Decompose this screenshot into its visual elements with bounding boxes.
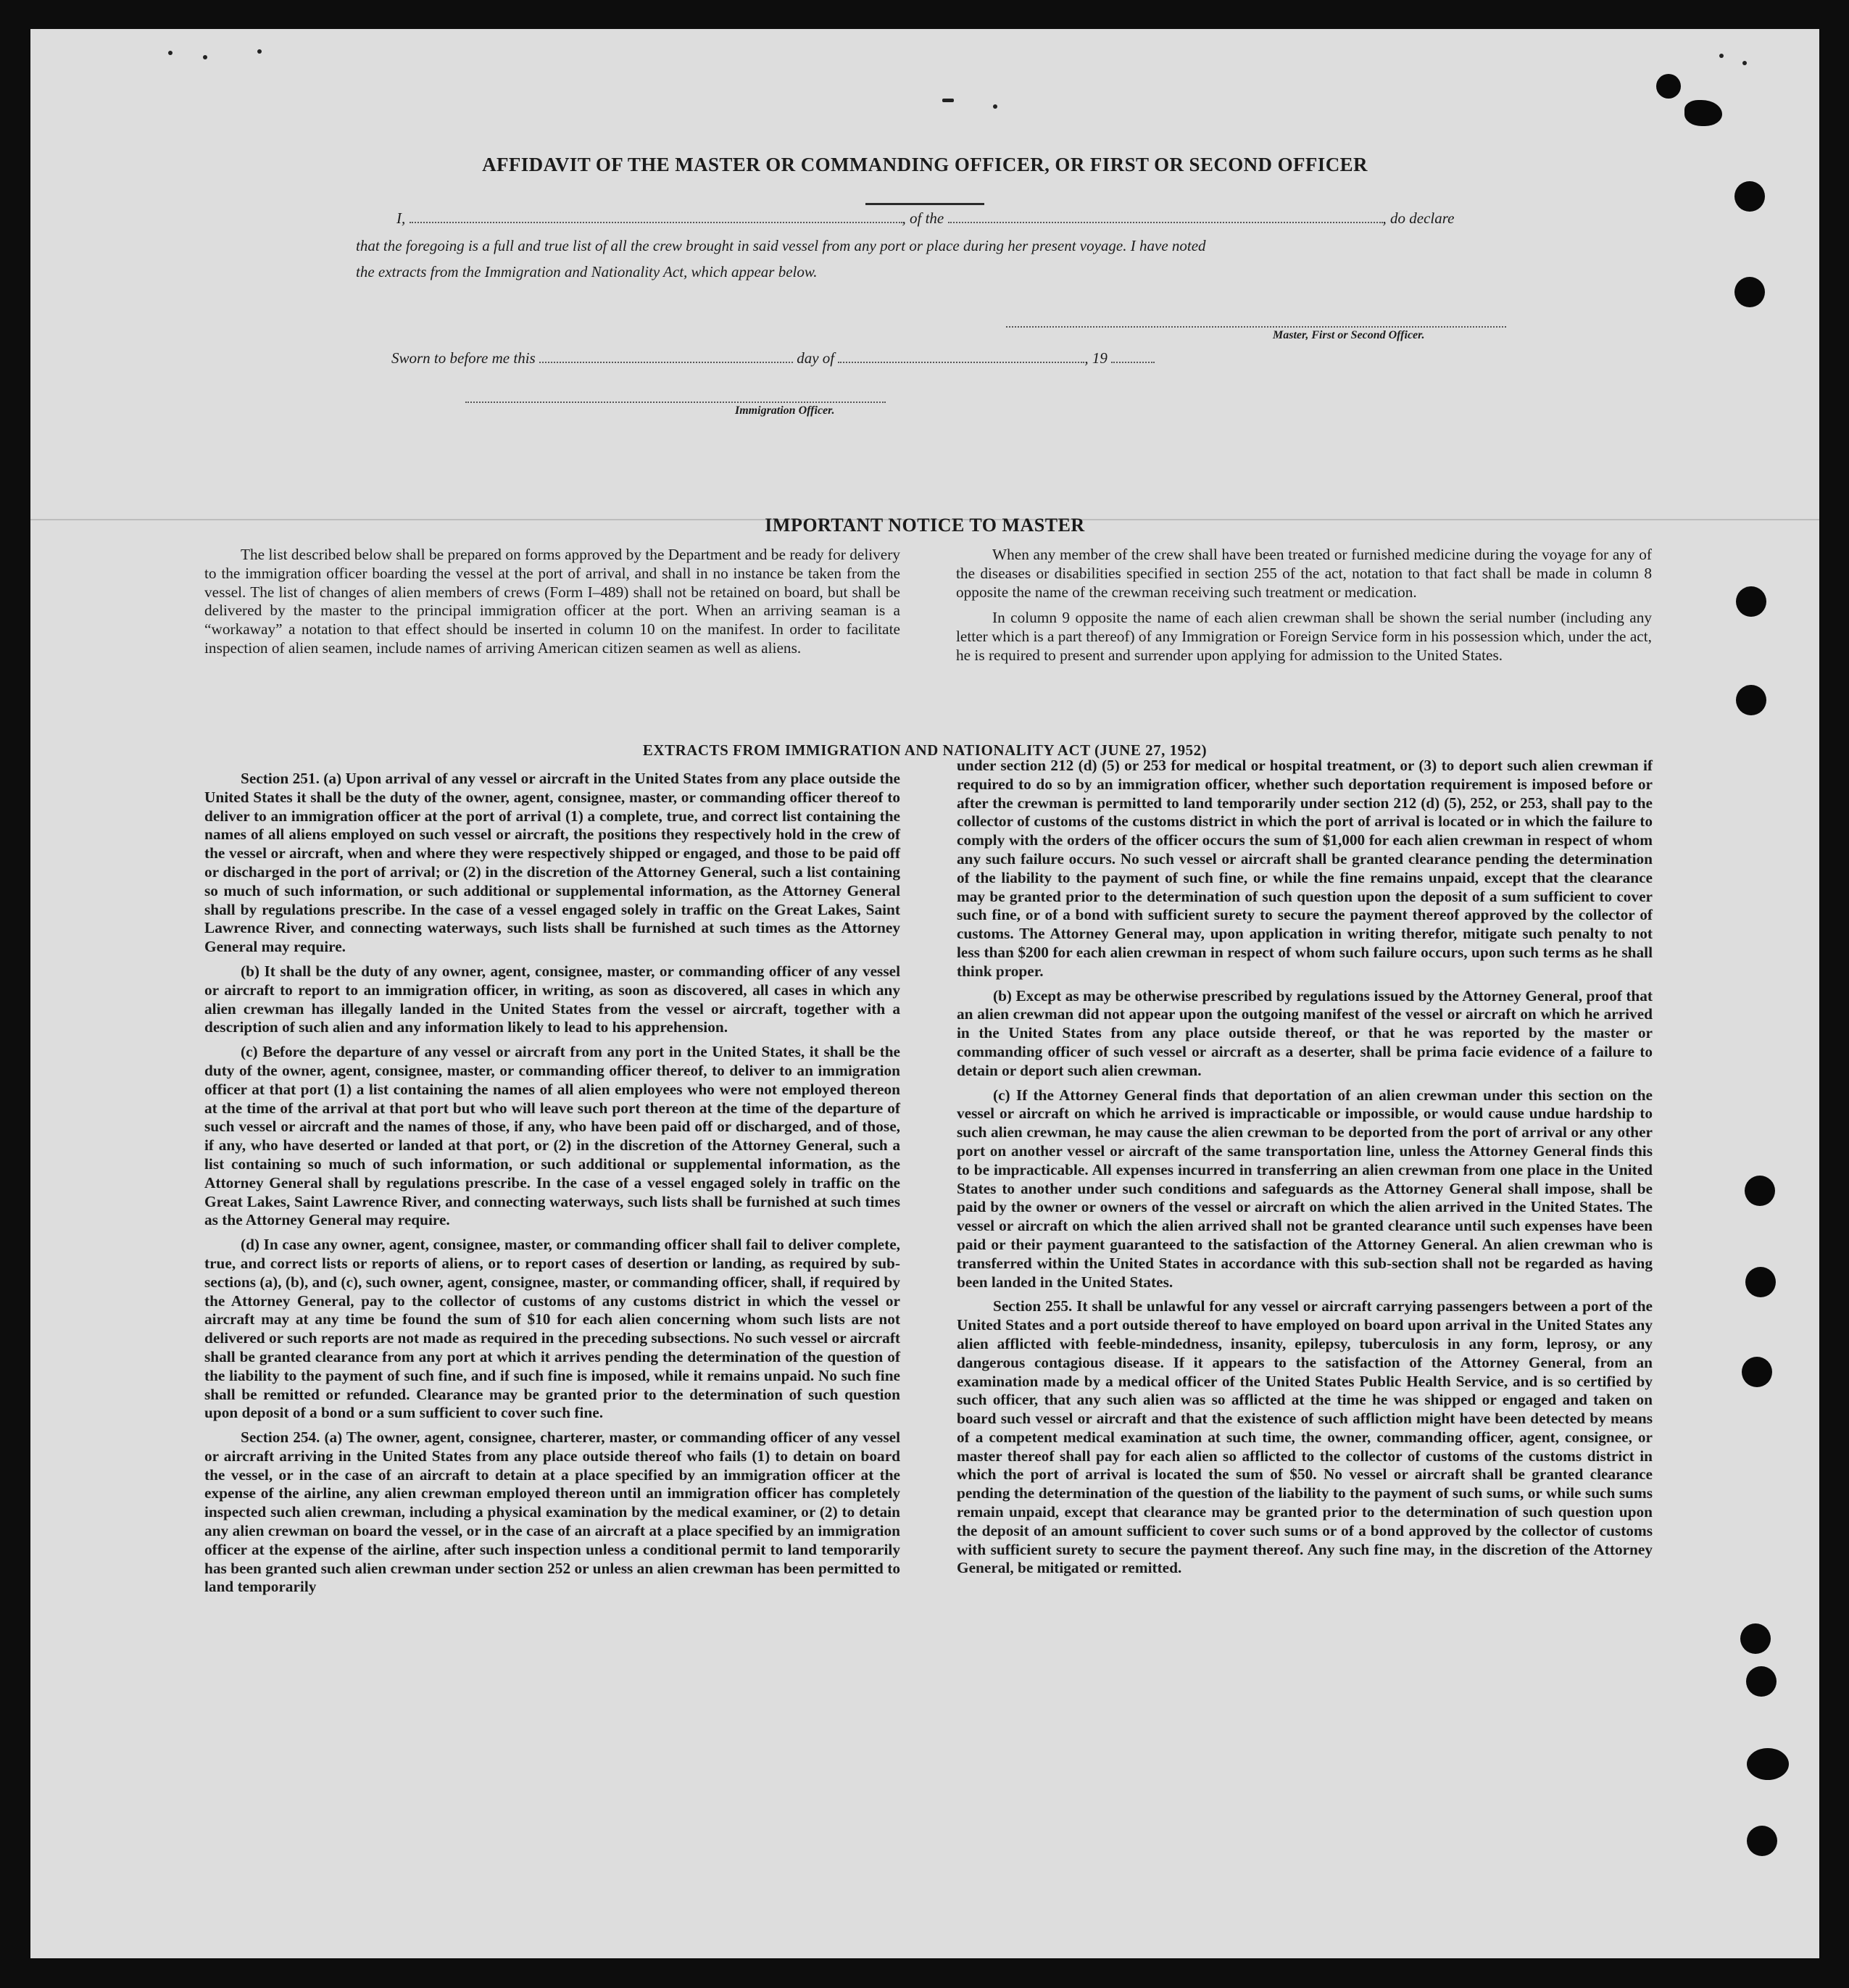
- master-signature-line[interactable]: [1006, 326, 1506, 328]
- punch-hole: [1747, 1826, 1777, 1856]
- extracts-title: EXTRACTS FROM IMMIGRATION AND NATIONALITY ACT (JUNE 27, 1952): [642, 741, 1208, 759]
- year-prefix: , 19: [1084, 349, 1108, 367]
- scan-speck: [203, 55, 207, 59]
- day-of-label: day of: [797, 349, 835, 367]
- section-254-a-continued: under section 212 (d) (5) or 253 for medical or hospital treatment, or (3) to deport such alien crewman if required to do so by an immigration officer, whether such deportation requirement is imposed before or after the crewman is permitted to land temporarily under section 212 (d) (5), 252, or 253, shall pay to the collector of customs of the customs district in which the port of arrival is located or in which the failure to comply with the orders of the officer occurs the sum of $1,000 for each alien crewman in respect of whom any such failure occurs. No such vessel or aircraft shall be granted clearance pending the determination of the liability to the payment of such fine, or while the fine remains unpaid, except that the clearance may be granted prior to the determination of such question upon the deposit of a sum sufficient to cover such fine, or of a bond with sufficient surety to secure the payment thereof approved by the collector of customs. The Attorney General may, upon application in writing therefor, mitigate such penalty to not less than $200 for each alien crewman in respect of whom such failure occurs, upon such terms as he shall think proper.: [957, 757, 1653, 980]
- sworn-label: Sworn to before me this: [391, 349, 536, 367]
- section-251-a: Section 251. (a) Upon arrival of any vessel or aircraft in the United States from any place outside the United States it shall be the duty of the owner, agent, consignee, master, or commanding officer thereof to deliver to an immigration officer at the port of arrival (1) a complete, true, and correct list containing the names of all aliens employed on such vessel or aircraft, the positions they respectively hold in the crew of the vessel or aircraft, when and where they were respectively shipped or engaged, and those to be paid off or discharged in the port of arrival; or (2) in the discretion of the Attorney General, such a list containing so much of such information, or such additional or supplemental information, as the Attorney General shall by regulations prescribe. In the case of a vessel engaged solely in traffic on the Great Lakes, Saint Lawrence River, and connecting waterways, such lists shall be furnished at such times as the Attorney General may require.: [204, 770, 900, 956]
- title-underline: [865, 203, 984, 205]
- declaration-text-2: that the foregoing is a full and true list of all the crew brought in said vessel from any port or place during her present voyage. I have noted: [356, 237, 1206, 254]
- scan-speck: [1742, 61, 1747, 65]
- sworn-date-field[interactable]: [539, 349, 793, 363]
- sworn-month-field[interactable]: [838, 349, 1084, 363]
- extracts-right-column: [957, 757, 1653, 1578]
- punch-hole: [1745, 1267, 1776, 1297]
- punch-hole: [1734, 181, 1765, 212]
- of-the-label: , of the: [902, 209, 944, 227]
- notice-left-column: [204, 546, 900, 658]
- notice-left-paragraph: The list described below shall be prepared on forms approved by the Department and be ready for delivery to the immigration officer boarding the vessel at the port of arrival, and shall in no instance be taken from the vessel. The list of changes of alien members of crews (Form I–489) shall not be retained on board, but shall be delivered by the master to the principal immigration officer at the port. When an arriving seaman is a “workaway” a notation to that effect should be inserted in column 10 on the manifest. In order to facilitate inspection of alien seamen, include names of arriving American citizen seamen as well as aliens.: [204, 546, 900, 657]
- punch-hole: [1746, 1666, 1777, 1697]
- punch-hole: [1736, 685, 1766, 715]
- punch-hole: [1740, 1623, 1771, 1654]
- section-251-d: (d) In case any owner, agent, consignee, master, or commanding officer shall fail to deliver complete, true, and correct lists or reports of aliens, or to report cases of desertion or landing, as required by sub-sections (a), (b), and (c), such owner, agent, consignee, master, or commanding officer, shall, if required by the Attorney General, pay to the collector of customs of any customs district in which the vessel or aircraft may at any time be found the sum of $10 for each alien concerning whom such lists are not delivered or such reports are not made as required in the preceding subsections. No such vessel or aircraft shall be granted clearance from any port at which it arrives pending the determination of the question of the liability to the payment of such fine, and if such fine is imposed, while it remains unpaid. No such fine shall be remitted or refunded. Clearance may be granted prior to the determination of such question upon deposit of a bond or a sum sufficient to cover such fine.: [204, 1236, 900, 1422]
- punch-hole: [1734, 277, 1765, 307]
- extracts-left-column: [204, 770, 900, 1597]
- section-251-c: (c) Before the departure of any vessel or aircraft from any port in the United States, it shall be the duty of the owner, agent, consignee, master, or commanding officer thereof, to deliver to an immigration officer at that port (1) a list containing the names of all alien employees who were not employed thereon at the time of the arrival at that port but who will leave such port thereon at the time of the departure of such vessel or aircraft and the names of those, if any, who have been paid off or discharged, and of those, if any, who have deserted or landed at that port, or (2) in the discretion of the Attorney General, such a list containing so much of such information, or such additional or supplemental information, as the Attorney General shall by regulations prescribe. In the case of a vessel engaged solely in traffic on the Great Lakes, Saint Lawrence River, and connecting waterways, such lists shall be furnished at such times as the Attorney General may require.: [204, 1043, 900, 1229]
- section-254-a: Section 254. (a) The owner, agent, consignee, charterer, master, or commanding officer of any vessel or aircraft arriving in the United States from any place outside thereof who fails (1) to detain on board the vessel, or in the case of an aircraft to detain at a place specified by an immigration officer at the expense of the airline, any alien crewman employed thereon until an immigration officer has completely inspected such alien crewman, including a physical examination by the medical examiner, or (2) to detain any alien crewman on board the vessel, or in the case of an aircraft at a place specified by an immigration officer at the expense of the airline, after such inspection unless a conditional permit to land temporarily has been granted such alien crewman under section 252 or unless an alien crewman has been permitted to land temporarily: [204, 1428, 900, 1596]
- declaration-line: [396, 209, 1454, 228]
- punch-hole: [1736, 586, 1766, 617]
- section-254-b: (b) Except as may be otherwise prescribed by regulations issued by the Attorney General, proof that an alien crewman did not appear upon the outgoing manifest of the vessel or aircraft on which he arrived in the United States from any place outside thereof, or that he was reported by the master or commanding officer of such vessel or aircraft as a deserter, shall be prima facie evidence of a failure to detain or deport such alien crewman.: [957, 986, 1653, 1079]
- scan-speck: [257, 49, 262, 54]
- section-251-b: (b) It shall be the duty of any owner, agent, consignee, master, or commanding officer of any vessel or aircraft to report to an immigration officer, in writing, as soon as discovered, all cases in which any alien crewman has illegally landed in the United States from the vessel or aircraft, together with a description of such alien and any information likely to lead to his apprehension.: [204, 962, 900, 1036]
- scan-speck: [942, 99, 954, 102]
- punch-hole: [1745, 1176, 1775, 1206]
- notice-right-paragraph-1: When any member of the crew shall have been treated or furnished medicine during the voyage for any of the diseases or disabilities specified in section 255 of the act, notation to that fact shall be made in column 8 opposite the name of the crewman receiving such treatment or medication.: [956, 546, 1652, 601]
- punch-hole: [1747, 1748, 1789, 1780]
- sworn-year-field[interactable]: [1111, 349, 1155, 363]
- scan-speck: [168, 51, 173, 55]
- document-page: [30, 29, 1819, 1958]
- notice-right-column: [956, 546, 1652, 665]
- sworn-line: [391, 349, 1155, 367]
- scan-speck: [993, 104, 997, 109]
- officer-caption: Immigration Officer.: [735, 404, 835, 417]
- declarant-prefix: I,: [396, 209, 406, 227]
- section-255: Section 255. It shall be unlawful for any vessel or aircraft carrying passengers between a port of the United States and a port outside thereof to have employed on board upon arrival in the United States any alien afflicted with feeble-mindedness, insanity, epilepsy, tuberculosis in any form, leprosy, or any dangerous contagious disease. If it appears to the satisfaction of the Attorney General, from an examination made by a medical officer of the United States Public Health Service, and is so certified by such officer, that any such alien was so afflicted at the time he was shipped or engaged and taken on board such vessel or aircraft and that the existence of such affliction might have been detected by means of a competent medical examination at such time, the owner, commanding officer, agent, consignee, or master thereof shall pay for each alien so afflicted to the collector of customs of the customs district in which the port of arrival is located the sum of $50. No vessel or aircraft shall be granted clearance pending the determination of the question of the liability to the payment of such sums, or while such sums remain unpaid, except that clearance may be granted prior to the determination of such question upon the deposit of an amount sufficient to cover such sums or of a bond approved by the collector of customs with sufficient surety to secure the payment thereof. Any such fine may, in the discretion of the Attorney General, be mitigated or remitted.: [957, 1297, 1653, 1577]
- declarant-name-field[interactable]: [410, 209, 902, 223]
- punch-hole: [1656, 74, 1681, 99]
- vessel-name-field[interactable]: [948, 209, 1383, 223]
- punch-hole: [1742, 1357, 1772, 1387]
- do-declare-label: , do declare: [1382, 209, 1455, 227]
- notice-title: IMPORTANT NOTICE TO MASTER: [765, 515, 1085, 536]
- punch-hole: [1684, 100, 1722, 126]
- master-caption: Master, First or Second Officer.: [1273, 329, 1425, 341]
- scan-speck: [1719, 54, 1724, 58]
- notice-right-paragraph-2: In column 9 opposite the name of each alien crewman shall be shown the serial number (including any letter which is a part thereof) of any Immigration or Foreign Service form in his possession which, under the act, he is required to present and surrender upon applying for admission to the United States.: [956, 609, 1652, 664]
- section-254-c: (c) If the Attorney General finds that deportation of an alien crewman under this section on the vessel or aircraft on which he arrived is impracticable or impossible, or would cause undue hardship to such alien crewman, he may cause the alien crewman to be deported from the port of arrival or any other port on another vessel or aircraft of the same transportation line, unless the Attorney General finds this to be impracticable. All expenses incurred in transferring an alien crewman from one place in the United States to another under such conditions and safeguards as the Attorney General shall impose, shall be paid by the owner or owners of the vessel or aircraft on which the alien arrived in the United States. The vessel or aircraft on which the alien arrived shall not be granted clearance until such expenses have been paid or their payment guaranteed to the satisfaction of the Attorney General. An alien crewman who is transferred within the United States in accordance with this sub-section shall not be regarded as having been landed in the United States.: [957, 1086, 1653, 1291]
- declaration-text-3: the extracts from the Immigration and Nationality Act, which appear below.: [356, 263, 818, 280]
- officer-signature-line[interactable]: [465, 402, 886, 403]
- affidavit-title: AFFIDAVIT OF THE MASTER OR COMMANDING OFFICER, OR FIRST OR SECOND OFFICER: [482, 154, 1368, 175]
